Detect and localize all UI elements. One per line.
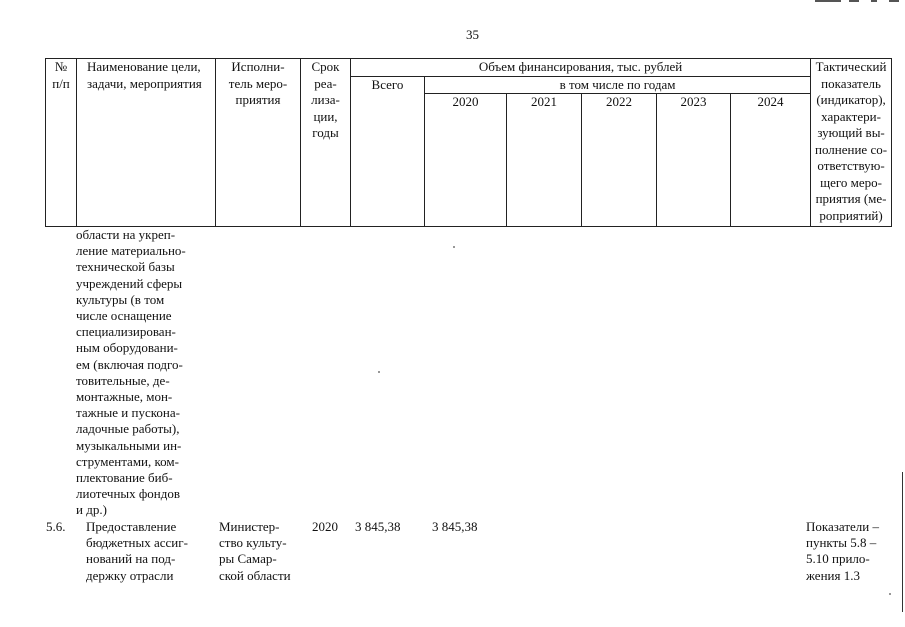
header-executor: Исполни- тель меро- приятия (216, 59, 301, 227)
row-term: 2020 (312, 519, 338, 534)
header-by-years: в том числе по годам (425, 76, 811, 94)
continuation-text: области на укреп- ление материально- технической базы учреждений сферы культуры (в том числе оснащение специализирован- ным оборудовани- ем (включая подго- товительные, де- монтажные, мон- тажные и пускона- ладочные работы), музыкальными ин- струментами, ком- плектование биб- лиотечных фондов и др.) (76, 227, 186, 518)
header-year-2024: 2024 (731, 94, 811, 227)
page-edge-line (902, 472, 903, 612)
header-number: № п/п (46, 59, 77, 227)
table-header (45, 58, 892, 227)
row-total: 3 845,38 (355, 519, 401, 534)
header-indicator: Тактический показатель (индикатор), характери- зующий вы- полнение со- ответствую- щего меро- приятия (ме- роприятий) (811, 59, 892, 227)
row-name: Предоставление бюджетных ассиг- нований на под- держку отрасли (86, 519, 188, 583)
header-term: Срок реа- лиза- ции, годы (301, 59, 351, 227)
header-total: Всего (351, 76, 425, 227)
row-indicator: Показатели – пункты 5.8 – 5.10 прило- жения 1.3 (806, 519, 879, 583)
header-name: Наименование цели, задачи, мероприятия (77, 59, 216, 227)
row-executor: Министер- ство культу- ры Самар- ской области (219, 519, 291, 583)
header-year-2022: 2022 (582, 94, 657, 227)
scan-speck (889, 593, 891, 595)
header-funding: Объем финансирования, тыс. рублей (351, 59, 811, 77)
scan-speck (453, 246, 455, 248)
header-year-2023: 2023 (657, 94, 731, 227)
header-year-2021: 2021 (507, 94, 582, 227)
page-number: 35 (466, 27, 479, 42)
corner-mark (815, 0, 901, 4)
header-year-2020: 2020 (425, 94, 507, 227)
row-number: 5.6. (46, 519, 66, 534)
scan-speck (378, 371, 380, 373)
row-2020: 3 845,38 (432, 519, 478, 534)
